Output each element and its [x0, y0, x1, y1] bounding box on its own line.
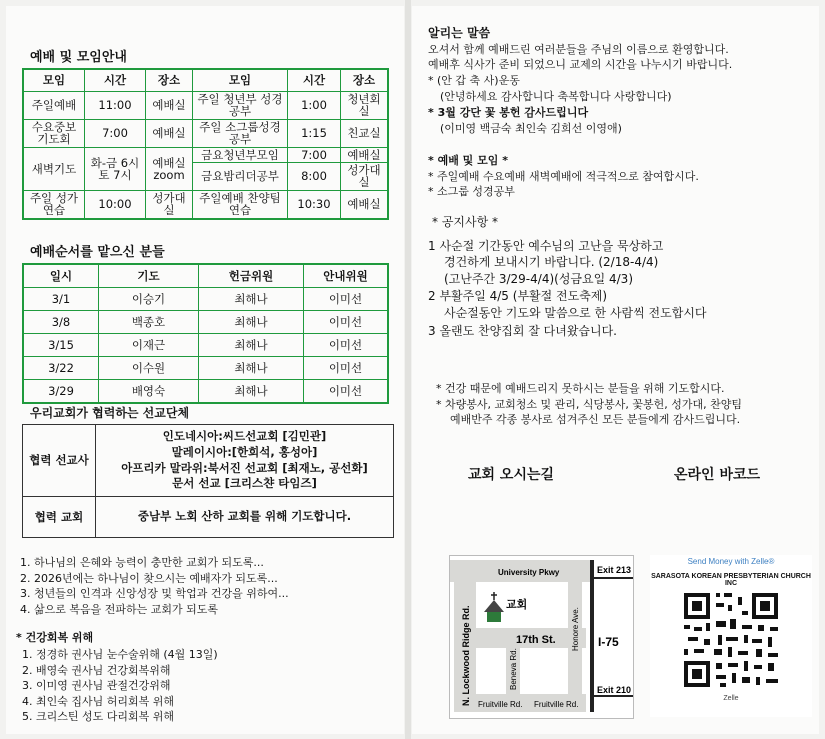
volunteer-cell: 이미선	[304, 288, 389, 311]
missionary-list	[96, 425, 394, 497]
schedule-cell: 7:00	[85, 119, 146, 147]
mission-table	[22, 424, 394, 538]
thanks-line: 예배반주 각종 봉사로 섬겨주신 모든 분들에게 감사드립니다.	[450, 413, 741, 426]
map-label-honore: Honore Ave.	[571, 607, 580, 651]
schedule-cell: 10:30	[288, 190, 341, 219]
volunteer-cell: 최해나	[199, 334, 304, 357]
volunteer-cell: 백종호	[99, 311, 199, 334]
worship-schedule-title: 예배 및 모임안내	[30, 50, 127, 65]
schedule-cell: 1:15	[288, 119, 341, 147]
volunteer-cell: 이재근	[99, 334, 199, 357]
schedule-cell: 친교실	[341, 119, 389, 147]
schedule-cell: 수요중보 기도회	[23, 119, 85, 147]
schedule-header: 시간	[85, 69, 146, 91]
volunteer-header: 헌금위원	[199, 264, 304, 288]
notice-line: * 3월 강단 꽃 봉헌 감사드립니다	[428, 106, 589, 119]
schedule-header: 장소	[146, 69, 193, 91]
volunteer-cell: 3/29	[23, 380, 99, 404]
announcement-line: (고난주간 3/29-4/4)(성금요일 4/3)	[444, 272, 633, 286]
notice-line: (이미영 백금숙 최인숙 김희선 이영애)	[440, 122, 622, 135]
right-page	[412, 6, 819, 734]
health-item: 5. 크리스틴 성도 다리회복 위해	[22, 710, 174, 723]
volunteer-header: 안내위원	[304, 264, 389, 288]
volunteer-cell: 3/8	[23, 311, 99, 334]
qr-code-image[interactable]	[682, 591, 780, 689]
directions-title: 교회 오시는길	[468, 467, 555, 483]
schedule-table	[22, 68, 389, 220]
zelle-logo-text: Zelle	[723, 695, 739, 702]
volunteer-cell: 이미선	[304, 357, 389, 380]
thanks-line: * 건강 때문에 예배드리지 못하시는 분들을 위해 기도합시다.	[436, 382, 725, 395]
schedule-cell: 예배실	[341, 190, 389, 219]
health-item: 2. 배영숙 권사님 건강회복위해	[22, 663, 171, 677]
church-map	[449, 555, 634, 719]
volunteer-cell: 3/15	[23, 334, 99, 357]
schedule-header: 시간	[288, 69, 341, 91]
schedule-cell: 예배실	[146, 119, 193, 147]
map-label-exit-210: Exit 210	[597, 685, 632, 695]
vision-list	[20, 555, 289, 617]
announcement-line: 1 사순절 기간동안 예수님의 고난을 묵상하고	[428, 239, 664, 253]
vision-item: 2. 2026년에는 하나님이 찾으시는 예배자가 되도록...	[20, 571, 278, 585]
health-list	[22, 647, 218, 725]
volunteer-cell: 이승기	[99, 288, 199, 311]
volunteer-cell: 3/22	[23, 357, 99, 380]
page-fold	[405, 0, 411, 739]
missionary-line: 문서 선교 [크리스챤 타임즈]	[172, 476, 317, 491]
schedule-cell: 주일 성가연습	[23, 190, 85, 219]
schedule-cell: 주일 청년부 성경공부	[193, 91, 288, 119]
volunteer-header: 기도	[99, 264, 199, 288]
schedule-cell: 금요청년부모임	[193, 147, 288, 162]
health-item: 4. 최인숙 집사님 허리회복 위해	[22, 694, 174, 708]
map-label-fruitville-left: Fruitville Rd.	[478, 700, 523, 709]
map-drawing	[450, 556, 633, 718]
vision-item: 4. 삶으로 복음을 전파하는 교회가 되도록	[20, 602, 218, 616]
worship-notice-line: * 소그룹 성경공부	[428, 185, 515, 198]
mission-label-missionary: 협력 선교사	[23, 425, 96, 497]
volunteer-cell: 배영숙	[99, 380, 199, 404]
volunteer-cell: 3/1	[23, 288, 99, 311]
health-title: * 건강회복 위해	[16, 631, 94, 644]
left-page	[6, 6, 404, 734]
missionary-line: 인도네시아:씨드선교회 [김민관]	[162, 429, 327, 444]
barcode-title: 온라인 바코드	[674, 467, 761, 483]
schedule-cell: 예배실 zoom	[146, 147, 193, 190]
mission-title: 우리교회가 협력하는 선교단체	[30, 406, 190, 420]
schedule-cell: 주일예배	[23, 91, 85, 119]
schedule-cell: 10:00	[85, 190, 146, 219]
notice-line: 예배후 식사가 준비 되었으니 교제의 시간을 나누시기 바랍니다.	[428, 58, 733, 71]
map-label-church: 교회	[506, 598, 528, 611]
notice-line: 오셔서 함께 예배드린 여러분들을 주님의 이름으로 환영합니다.	[428, 43, 729, 56]
map-label-i75: I-75	[598, 635, 619, 649]
worship-notice-line: * 주일예배 수요예배 새벽예배에 적극적으로 참여합시다.	[428, 170, 699, 183]
volunteer-cell: 이미선	[304, 311, 389, 334]
announcement-line: 사순절동안 기도와 말씀으로 한 사람씩 전도합시다	[444, 306, 707, 320]
volunteer-cell: 이수원	[99, 357, 199, 380]
thanks-line: * 차량봉사, 교회청소 및 관리, 식당봉사, 꽃봉헌, 성가대, 찬양팀	[436, 398, 742, 411]
zelle-card	[650, 555, 812, 717]
vision-item: 3. 청년들의 인격과 신앙성장 및 학업과 건강을 위하여...	[20, 587, 289, 600]
map-label-17th: 17th St.	[516, 634, 556, 646]
volunteer-table	[22, 263, 389, 404]
mission-label-church: 협력 교회	[23, 497, 96, 538]
volunteer-cell: 최해나	[199, 380, 304, 404]
schedule-header: 장소	[341, 69, 389, 91]
schedule-cell: 새벽기도	[23, 147, 85, 190]
volunteer-cell: 이미선	[304, 334, 389, 357]
missionary-line: 말레이시아:[한희석, 홍성아]	[171, 444, 318, 459]
schedule-cell: 주일 소그룹성경공부	[193, 119, 288, 147]
volunteer-cell: 최해나	[199, 357, 304, 380]
zelle-send-text: Send Money with Zelle®	[687, 557, 775, 566]
volunteer-header: 일시	[23, 264, 99, 288]
health-item: 1. 정경하 권사님 눈수술위해 (4월 13일)	[22, 648, 218, 661]
volunteer-cell: 이미선	[304, 380, 389, 404]
schedule-cell: 11:00	[85, 91, 146, 119]
schedule-cell: 금요밤리더공부	[193, 162, 288, 190]
map-label-lockwood: N. Lockwood Ridge Rd.	[461, 605, 471, 706]
announcement-line: 2 부활주일 4/5 (부활절 전도축제)	[428, 289, 608, 303]
schedule-cell: 청년회실	[341, 91, 389, 119]
schedule-cell: 8:00	[288, 162, 341, 190]
volunteer-cell: 최해나	[199, 288, 304, 311]
health-item: 3. 이미영 권사님 관절건강위해	[22, 679, 171, 692]
schedule-cell: 성가대실	[341, 162, 389, 190]
map-label-university: University Pkwy	[498, 568, 560, 577]
partner-church-text: 중남부 노회 산하 교회를 위해 기도합니다.	[96, 497, 394, 538]
schedule-cell: 1:00	[288, 91, 341, 119]
announcement-title: * 공지사항 *	[432, 215, 498, 229]
schedule-cell: 7:00	[288, 147, 341, 162]
interstate-line	[590, 560, 594, 712]
map-label-fruitville-right: Fruitville Rd.	[534, 700, 579, 709]
schedule-header: 모임	[23, 69, 85, 91]
announcement-line: 3 올랜도 찬양집회 잘 다녀왔습니다.	[428, 324, 617, 338]
schedule-cell: 주일예배 찬양팀연습	[193, 190, 288, 219]
map-label-exit-213: Exit 213	[597, 565, 632, 575]
schedule-cell: 예배실	[341, 147, 389, 162]
schedule-cell: 성가대실	[146, 190, 193, 219]
map-label-beneva: Beneva Rd.	[509, 648, 518, 690]
notice-title: 알리는 말씀	[428, 26, 491, 40]
worship-notice-title: * 예배 및 모임 *	[428, 154, 508, 167]
announcement-line: 경건하게 보내시기 바랍니다. (2/18-4/4)	[444, 255, 659, 269]
volunteer-title: 예배순서를 맡으신 분들	[30, 245, 165, 260]
notice-line: * (안 갑 축 사)운동	[428, 74, 520, 87]
notice-line: (안녕하세요 감사합니다 축복합니다 사랑합니다)	[440, 90, 672, 103]
zelle-church-name: SARASOTA KOREAN PRESBYTERIAN CHURCH INC	[651, 573, 811, 587]
schedule-header: 모임	[193, 69, 288, 91]
missionary-line: 아프리카 말라위:북서진 선교회 [최재노, 공선화]	[121, 460, 368, 475]
volunteer-cell: 최해나	[199, 311, 304, 334]
schedule-cell: 예배실	[146, 91, 193, 119]
schedule-cell: 화-금 6시 토 7시	[85, 147, 146, 190]
vision-item: 1. 하나님의 은혜와 능력이 충만한 교회가 되도록...	[20, 556, 264, 569]
